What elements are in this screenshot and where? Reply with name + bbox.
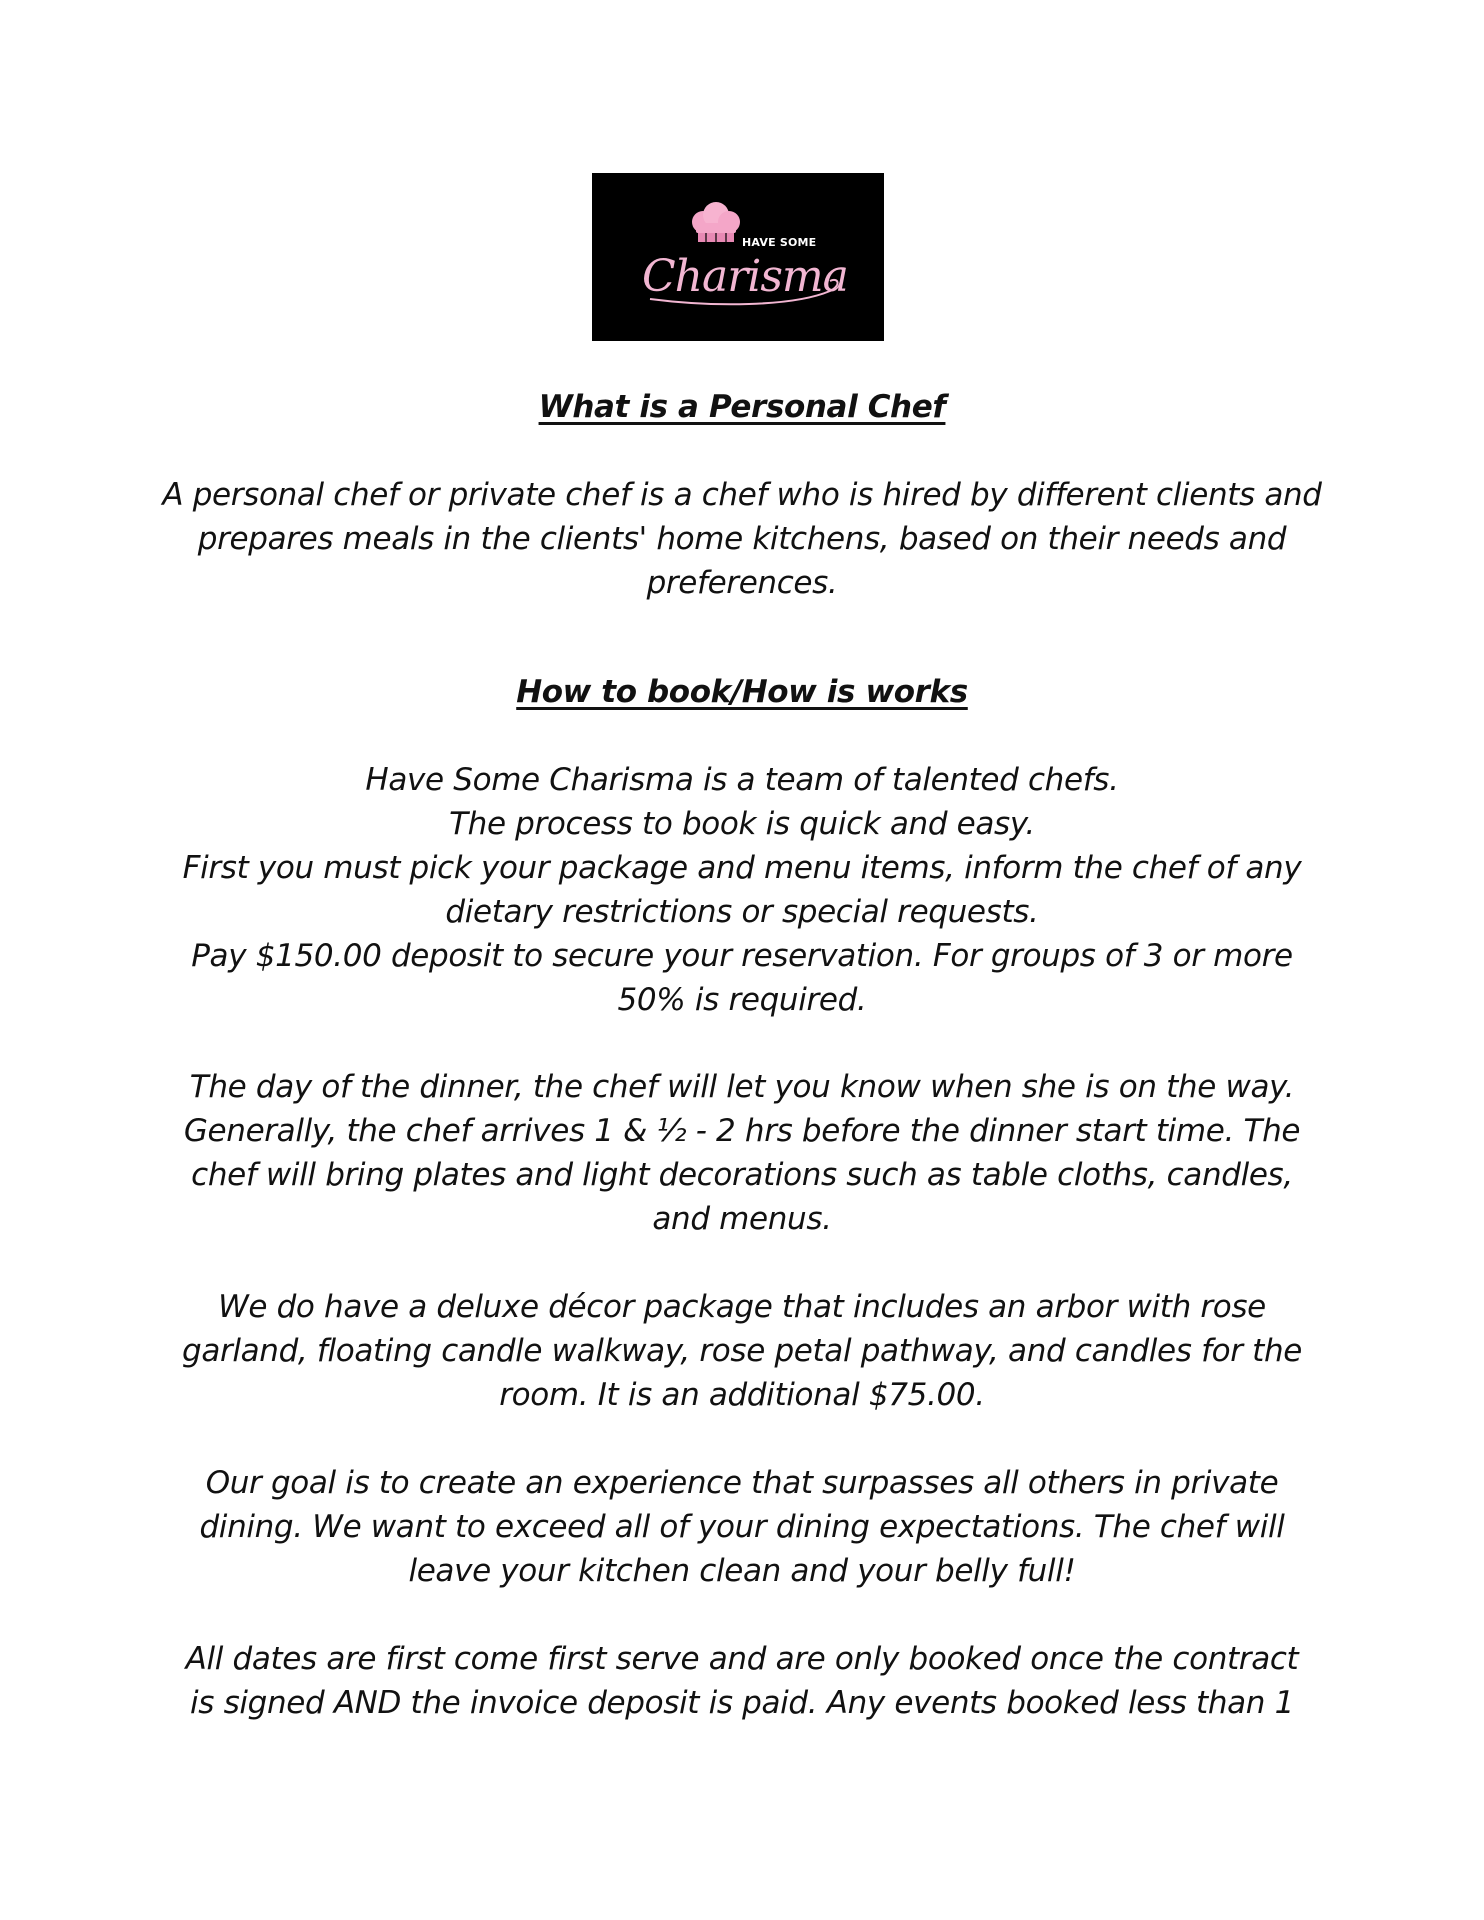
text-line: All dates are first come first serve and are only booked once the contract [185, 1641, 1299, 1677]
text-line: preferences. [646, 565, 838, 601]
paragraph-our-goal [150, 1461, 1334, 1593]
text-line: Generally, the chef arrives 1 & ½ - 2 hrs before the dinner start time. The [183, 1113, 1301, 1149]
text-line: chef will bring plates and light decorations such as table cloths, candles, [191, 1157, 1293, 1193]
text-line: A personal chef or private chef is a chef who is hired by different clients and [162, 477, 1322, 513]
text-line: leave your kitchen clean and your belly full! [408, 1553, 1076, 1589]
text-line: dietary restrictions or special requests. [445, 894, 1039, 930]
paragraph-booking-process [150, 758, 1334, 1022]
paragraph-day-of-dinner [150, 1065, 1334, 1241]
text-line: Have Some Charisma is a team of talented chefs. [365, 762, 1119, 798]
brand-logo [592, 173, 884, 341]
chef-hat-logo-graphic [592, 173, 884, 341]
text-line: and menus. [652, 1201, 832, 1237]
text-line: prepares meals in the clients' home kitchens, based on their needs and [197, 521, 1287, 557]
text-line: room. It is an additional $75.00. [499, 1377, 985, 1413]
text-line: 50% is required. [617, 982, 867, 1018]
heading-how-to-book: How to book/How is works [516, 674, 968, 710]
paragraph-booking-policy [150, 1637, 1334, 1725]
chef-hat-icon [692, 202, 740, 242]
text-line: Pay $150.00 deposit to secure your reservation. For groups of 3 or more [191, 938, 1293, 974]
text-line: is signed AND the invoice deposit is paid. Any events booked less than 1 [190, 1685, 1294, 1721]
text-line: garland, floating candle walkway, rose petal pathway, and candles for the [182, 1333, 1302, 1369]
logo-brand-name: Charisma [642, 251, 848, 302]
paragraph-definition [150, 473, 1334, 605]
logo-tagline: HAVE SOME [742, 236, 817, 249]
text-line: The process to book is quick and easy. [449, 806, 1035, 842]
text-line: Our goal is to create an experience that surpasses all others in private [205, 1465, 1279, 1501]
text-line: First you must pick your package and menu items, inform the chef of any [182, 850, 1302, 886]
heading-what-is-personal-chef: What is a Personal Chef [538, 389, 946, 425]
paragraph-deluxe-decor [150, 1285, 1334, 1417]
text-line: We do have a deluxe décor package that includes an arbor with rose [218, 1289, 1266, 1325]
text-line: The day of the dinner, the chef will let you know when she is on the way. [189, 1069, 1295, 1105]
text-line: dining. We want to exceed all of your dining expectations. The chef will [199, 1509, 1285, 1545]
